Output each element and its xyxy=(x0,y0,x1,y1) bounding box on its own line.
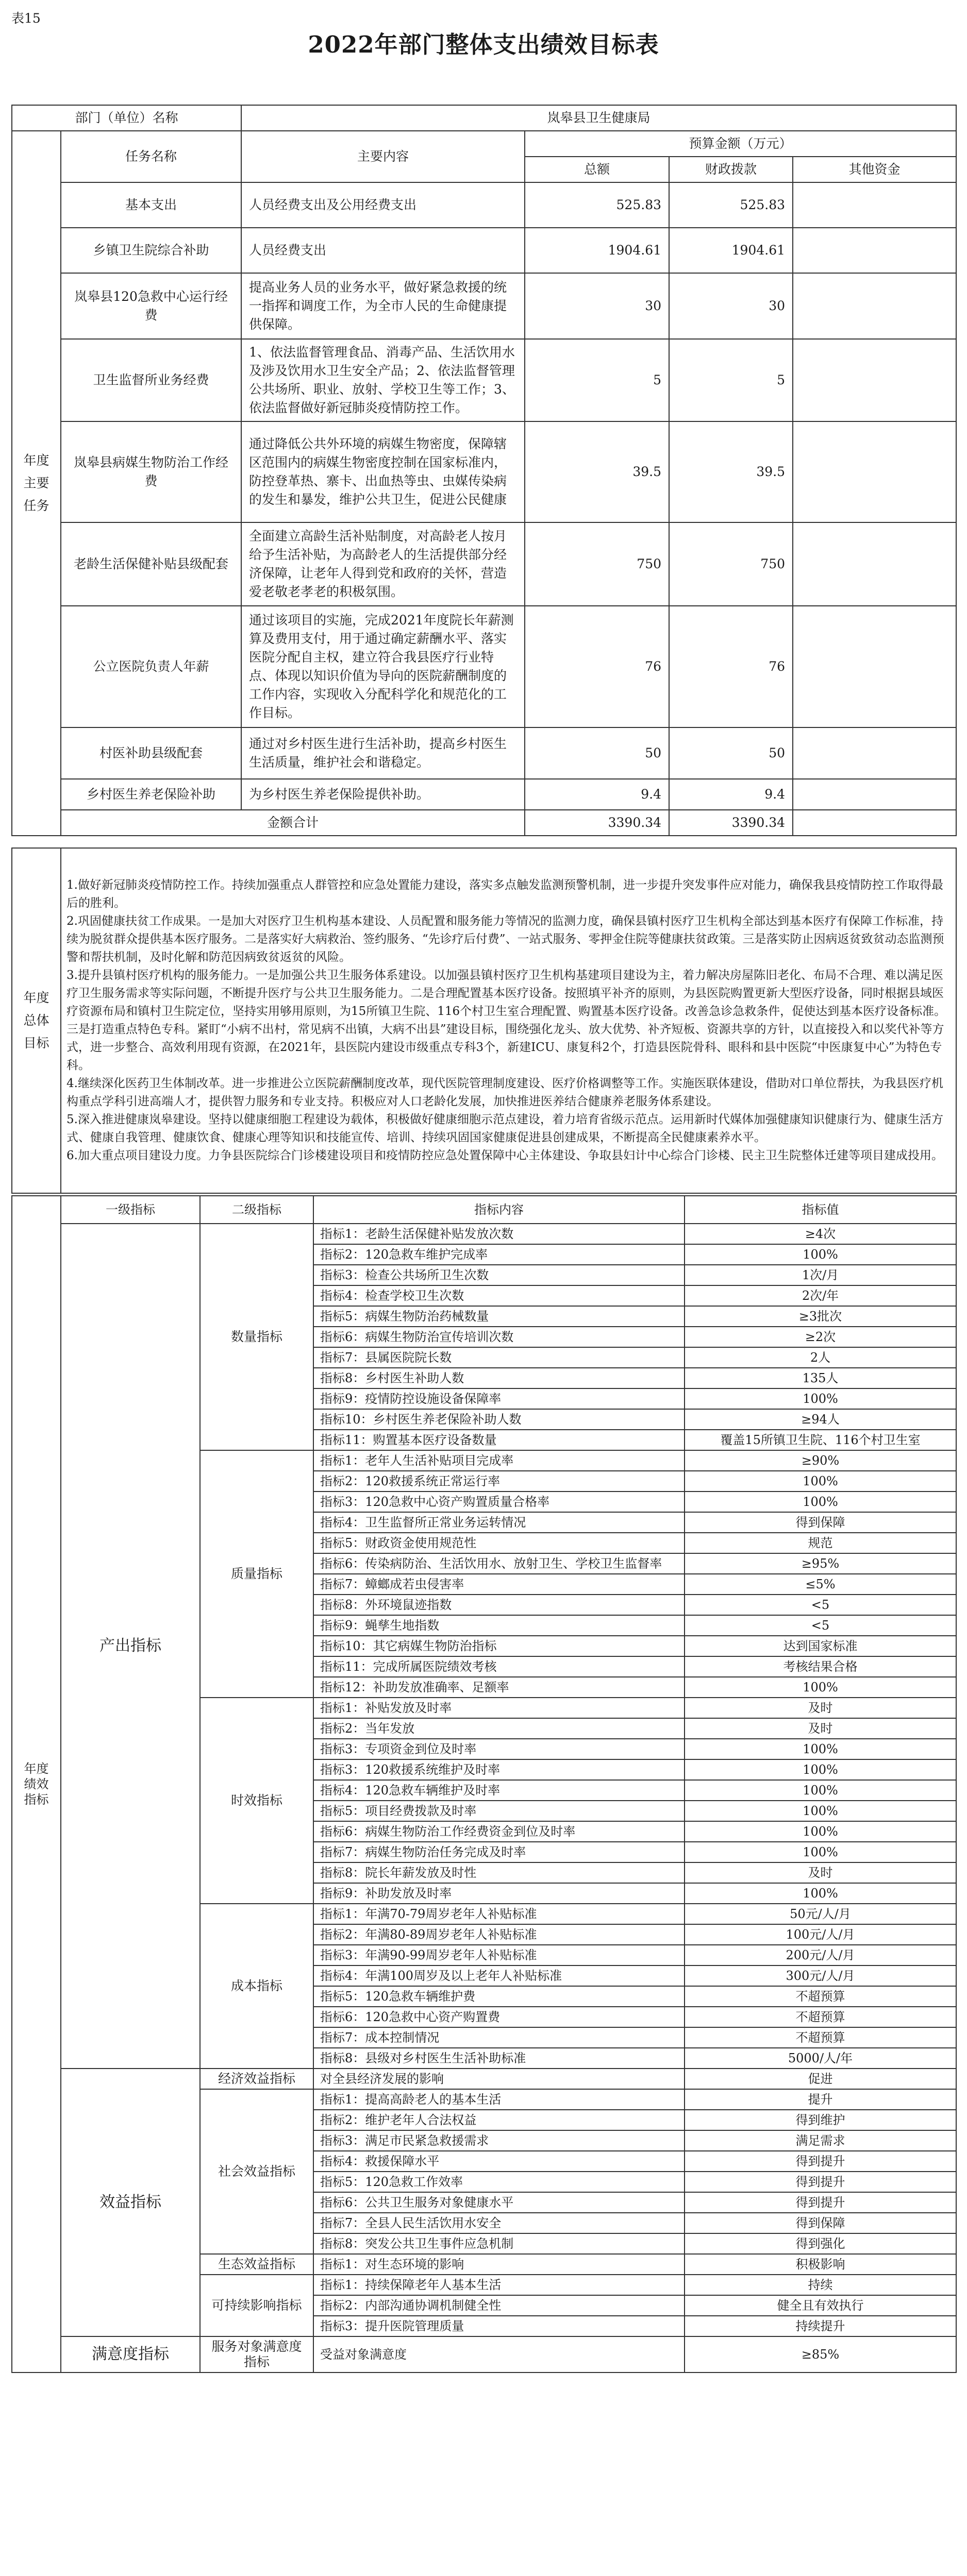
indicator-value: 100% xyxy=(685,1677,956,1698)
indicator-content: 指标8：院长年薪发放及时性 xyxy=(313,1862,685,1883)
indicator-value: 2人 xyxy=(685,1347,956,1368)
sum-fiscal: 3390.34 xyxy=(669,810,793,836)
task-total: 750 xyxy=(525,522,669,606)
task-row xyxy=(12,182,956,228)
task-total: 5 xyxy=(525,339,669,421)
performance-indicators-label: 年度绩效指标 xyxy=(12,1196,61,2372)
indicator-content: 指标8：外环境鼠迹指数 xyxy=(313,1595,685,1615)
task-content: 1、依法监督管理食品、消毒产品、生活饮用水及涉及饮用水卫生安全产品；2、依法监督管理公共场所、职业、放射、学校卫生等工作；3、依法监督做好新冠肺炎疫情防控工作。 xyxy=(241,339,525,421)
table-number: 表15 xyxy=(11,11,41,26)
indicator-value: ≥3批次 xyxy=(685,1306,956,1327)
indicator-value: 100% xyxy=(685,1492,956,1512)
indicator-value: 100% xyxy=(685,1842,956,1862)
indicator-value: 及时 xyxy=(685,1698,956,1718)
task-content: 通过该项目的实施，完成2021年度院长年薪测算及费用支付，用于通过确定薪酬水平、落实医院分配自主权，建立符合我县医疗行业特点、体现以知识价值为导向的医院薪酬制度的工作内容，实现收入分配科学化和规范化的工作目标。 xyxy=(241,606,525,727)
indicator-content: 指标4：120急救车辆维护及时率 xyxy=(313,1780,685,1801)
indicator-content: 指标2：内部沟通协调机制健全性 xyxy=(313,2295,685,2316)
task-fiscal: 525.83 xyxy=(669,182,793,228)
task-name: 卫生监督所业务经费 xyxy=(61,339,241,421)
indicator-content: 指标7：县属医院院长数 xyxy=(313,1347,685,1368)
indicator-value: 达到国家标准 xyxy=(685,1636,956,1656)
indicator-value: 100% xyxy=(685,1801,956,1821)
indicator-value: 规范 xyxy=(685,1533,956,1553)
level2-timeliness: 时效指标 xyxy=(200,1698,313,1904)
indicator-content: 指标1：补贴发放及时率 xyxy=(313,1698,685,1718)
task-name: 公立医院负责人年薪 xyxy=(61,606,241,727)
level2-cost: 成本指标 xyxy=(200,1904,313,2069)
indicator-value: ≥85% xyxy=(685,2336,956,2372)
indicator-value: 及时 xyxy=(685,1862,956,1883)
task-content: 通过对乡村医生进行生活补助，提高乡村医生生活质量，维护社会和谐稳定。 xyxy=(241,727,525,779)
level2-service: 服务对象满意度指标 xyxy=(200,2336,313,2372)
indicator-value: <5 xyxy=(685,1615,956,1636)
task-content: 提高业务人员的业务水平，做好紧急救援的统一指挥和调度工作，为全市人民的生命健康提供保障。 xyxy=(241,273,525,339)
indicator-content: 指标2：当年发放 xyxy=(313,1718,685,1739)
indicator-value: 300元/人/月 xyxy=(685,1965,956,1986)
indicator-value: 得到提升 xyxy=(685,2192,956,2213)
task-other xyxy=(793,228,956,273)
indicator-value: 100% xyxy=(685,1471,956,1492)
indicator-value: 得到强化 xyxy=(685,2233,956,2254)
task-fiscal: 39.5 xyxy=(669,421,793,522)
task-row xyxy=(12,421,956,522)
dept-label: 部门（单位）名称 xyxy=(12,105,241,131)
task-name: 岚皋县120急救中心运行经费 xyxy=(61,273,241,339)
indicator-value: 100% xyxy=(685,1883,956,1904)
task-other xyxy=(793,779,956,810)
task-other xyxy=(793,182,956,228)
indicator-content: 指标1：提高高龄老人的基本生活 xyxy=(313,2089,685,2110)
level2-quantity: 数量指标 xyxy=(200,1224,313,1450)
indicator-content: 指标9：蝇孳生地指数 xyxy=(313,1615,685,1636)
task-other xyxy=(793,606,956,727)
indicator-content: 指标4：救援保障水平 xyxy=(313,2151,685,2172)
indicator-value: 持续提升 xyxy=(685,2316,956,2336)
indicator-content: 指标7：全县人民生活饮用水安全 xyxy=(313,2213,685,2233)
indicator-content: 指标11：购置基本医疗设备数量 xyxy=(313,1430,685,1450)
indicator-content: 指标4：年满100周岁及以上老年人补贴标准 xyxy=(313,1965,685,1986)
task-total: 1904.61 xyxy=(525,228,669,273)
task-total: 30 xyxy=(525,273,669,339)
indicator-value: 覆盖15所镇卫生院、116个村卫生室 xyxy=(685,1430,956,1450)
task-row xyxy=(12,779,956,810)
annual-tasks-table xyxy=(11,105,957,836)
indicator-value: 100% xyxy=(685,1759,956,1780)
indicator-value: 2次/年 xyxy=(685,1285,956,1306)
task-total: 525.83 xyxy=(525,182,669,228)
indicator-value: 100% xyxy=(685,1244,956,1265)
indicator-value: ≥4次 xyxy=(685,1224,956,1244)
indicator-content: 指标2：维护老年人合法权益 xyxy=(313,2110,685,2130)
indicator-content: 指标12：补助发放准确率、足额率 xyxy=(313,1677,685,1698)
task-total: 9.4 xyxy=(525,779,669,810)
task-name-header: 任务名称 xyxy=(61,131,241,182)
indicator-value: ≥94人 xyxy=(685,1409,956,1430)
indicator-content: 指标3：提升医院管理质量 xyxy=(313,2316,685,2336)
indicator-content: 指标7：成本控制情况 xyxy=(313,2027,685,2048)
performance-indicators-table xyxy=(11,1195,957,2373)
indicator-value: 100% xyxy=(685,1780,956,1801)
indicator-content: 指标6：公共卫生服务对象健康水平 xyxy=(313,2192,685,2213)
level1-header: 一级指标 xyxy=(61,1196,200,1224)
indicator-content: 受益对象满意度 xyxy=(313,2336,685,2372)
task-fiscal: 1904.61 xyxy=(669,228,793,273)
indicator-content: 指标10：其它病媒生物防治指标 xyxy=(313,1636,685,1656)
task-row xyxy=(12,273,956,339)
indicator-content: 指标1：老年人生活补贴项目完成率 xyxy=(313,1450,685,1471)
indicator-content: 指标4：检查学校卫生次数 xyxy=(313,1285,685,1306)
indicator-content: 指标6：120急救中心资产购置费 xyxy=(313,2007,685,2027)
indicator-value: 健全且有效执行 xyxy=(685,2295,956,2316)
indicator-value: 得到维护 xyxy=(685,2110,956,2130)
indicator-value: 得到提升 xyxy=(685,2172,956,2192)
indicator-value: 得到保障 xyxy=(685,1512,956,1533)
budget-header: 预算金额（万元） xyxy=(525,131,956,157)
document-title: 2022年部门整体支出绩效目标表 xyxy=(308,31,659,58)
other-header: 其他资金 xyxy=(793,157,956,182)
task-row xyxy=(12,228,956,273)
indicator-value: 135人 xyxy=(685,1368,956,1388)
indicator-content: 对全县经济发展的影响 xyxy=(313,2069,685,2089)
task-row xyxy=(12,522,956,606)
indicator-content: 指标3：120救援系统维护及时率 xyxy=(313,1759,685,1780)
indicator-value: 100% xyxy=(685,1739,956,1759)
indicator-content: 指标8：乡村医生补助人数 xyxy=(313,1368,685,1388)
indicator-content: 指标6：病媒生物防治宣传培训次数 xyxy=(313,1327,685,1347)
indicator-content: 指标7：蟑螂成若虫侵害率 xyxy=(313,1574,685,1595)
total-header: 总额 xyxy=(525,157,669,182)
sum-row xyxy=(12,810,956,836)
task-other xyxy=(793,421,956,522)
level2-header: 二级指标 xyxy=(200,1196,313,1224)
task-fiscal: 750 xyxy=(669,522,793,606)
sum-label: 金额合计 xyxy=(61,810,525,836)
indicator-value: 得到提升 xyxy=(685,2151,956,2172)
indicator-value: 及时 xyxy=(685,1718,956,1739)
task-fiscal: 5 xyxy=(669,339,793,421)
task-name: 基本支出 xyxy=(61,182,241,228)
indicator-content: 指标7：病媒生物防治任务完成及时率 xyxy=(313,1842,685,1862)
indicator-content: 指标9：疫情防控设施设备保障率 xyxy=(313,1388,685,1409)
task-content: 人员经费支出及公用经费支出 xyxy=(241,182,525,228)
sum-total: 3390.34 xyxy=(525,810,669,836)
indicator-content: 指标5：病媒生物防治药械数量 xyxy=(313,1306,685,1327)
indicator-content: 指标3：120急救中心资产购置质量合格率 xyxy=(313,1492,685,1512)
indicator-value: <5 xyxy=(685,1595,956,1615)
task-content: 人员经费支出 xyxy=(241,228,525,273)
task-other xyxy=(793,522,956,606)
dept-name: 岚皋县卫生健康局 xyxy=(241,105,956,131)
indicator-content: 指标2：120急救车维护完成率 xyxy=(313,1244,685,1265)
task-fiscal: 50 xyxy=(669,727,793,779)
task-fiscal: 30 xyxy=(669,273,793,339)
indicator-content: 指标8：县级对乡村医生生活补助标准 xyxy=(313,2048,685,2069)
indicator-value: 50元/人/月 xyxy=(685,1904,956,1924)
task-other xyxy=(793,273,956,339)
level2-sustainable: 可持续影响指标 xyxy=(200,2275,313,2336)
indicator-content: 指标11：完成所属医院绩效考核 xyxy=(313,1656,685,1677)
level1-output: 产出指标 xyxy=(61,1224,200,2069)
task-fiscal: 9.4 xyxy=(669,779,793,810)
indicator-content: 指标1：对生态环境的影响 xyxy=(313,2254,685,2275)
indicator-content: 指标2：120救援系统正常运行率 xyxy=(313,1471,685,1492)
indicator-value: ≥90% xyxy=(685,1450,956,1471)
task-other xyxy=(793,727,956,779)
task-row xyxy=(12,606,956,727)
task-content: 通过降低公共外环境的病媒生物密度，保障辖区范围内的病媒生物密度控制在国家标准内，防控登革热、寨卡、出血热等虫、虫媒传染病的发生和暴发，维护公共卫生，促进公民健康 xyxy=(241,421,525,522)
level2-quality: 质量指标 xyxy=(200,1450,313,1698)
indicator-value: 1次/月 xyxy=(685,1265,956,1285)
indicator-content: 指标5：120急救车辆维护费 xyxy=(313,1986,685,2007)
indicator-content: 指标6：病媒生物防治工作经费资金到位及时率 xyxy=(313,1821,685,1842)
indicator-content: 指标9：补助发放及时率 xyxy=(313,1883,685,1904)
indicator-content: 指标10：乡村医生养老保险补助人数 xyxy=(313,1409,685,1430)
task-row xyxy=(12,339,956,421)
task-other xyxy=(793,339,956,421)
overall-goals-label: 年度总体目标 xyxy=(12,848,61,1193)
indicator-value: 持续 xyxy=(685,2275,956,2295)
indicator-value: 不超预算 xyxy=(685,2027,956,2048)
task-row xyxy=(12,727,956,779)
indicator-value: 考核结果合格 xyxy=(685,1656,956,1677)
indicator-value: 5000/人/年 xyxy=(685,2048,956,2069)
task-name: 乡镇卫生院综合补助 xyxy=(61,228,241,273)
content-header: 指标内容 xyxy=(313,1196,685,1224)
task-content: 全面建立高龄生活补贴制度，对高龄老人按月给予生活补贴，为高龄老人的生活提供部分经济保障，让老年人得到党和政府的关怀，营造爱老敬老孝老的积极氛围。 xyxy=(241,522,525,606)
indicator-value: 提升 xyxy=(685,2089,956,2110)
indicator-value: 满足需求 xyxy=(685,2130,956,2151)
indicator-value: 积极影响 xyxy=(685,2254,956,2275)
level2-ecological: 生态效益指标 xyxy=(200,2254,313,2275)
level1-effect: 效益指标 xyxy=(61,2069,200,2336)
task-content: 为乡村医生养老保险提供补助。 xyxy=(241,779,525,810)
task-name: 老龄生活保健补贴县级配套 xyxy=(61,522,241,606)
task-fiscal: 76 xyxy=(669,606,793,727)
indicator-value: ≥2次 xyxy=(685,1327,956,1347)
overall-goals-table xyxy=(11,848,957,1194)
indicator-row xyxy=(12,2336,956,2372)
indicator-row xyxy=(12,1224,956,1244)
task-total: 50 xyxy=(525,727,669,779)
indicator-content: 指标5：120急救工作效率 xyxy=(313,2172,685,2192)
sum-other xyxy=(793,810,956,836)
indicator-content: 指标6：传染病防治、生活饮用水、放射卫生、学校卫生监督率 xyxy=(313,1553,685,1574)
main-content-header: 主要内容 xyxy=(241,131,525,182)
indicator-value: 200元/人/月 xyxy=(685,1945,956,1965)
fiscal-header: 财政拨款 xyxy=(669,157,793,182)
task-name: 村医补助县级配套 xyxy=(61,727,241,779)
indicator-content: 指标1：持续保障老年人基本生活 xyxy=(313,2275,685,2295)
indicator-content: 指标8：突发公共卫生事件应急机制 xyxy=(313,2233,685,2254)
annual-tasks-label: 年度主要任务 xyxy=(12,131,61,836)
indicator-row xyxy=(12,2069,956,2089)
task-name: 岚皋县病媒生物防治工作经费 xyxy=(61,421,241,522)
indicator-value: 不超预算 xyxy=(685,1986,956,2007)
level1-satisfaction: 满意度指标 xyxy=(61,2336,200,2372)
indicator-content: 指标3：满足市民紧急救援需求 xyxy=(313,2130,685,2151)
value-header: 指标值 xyxy=(685,1196,956,1224)
indicator-value: 得到保障 xyxy=(685,2213,956,2233)
indicator-value: ≤5% xyxy=(685,1574,956,1595)
indicator-content: 指标3：专项资金到位及时率 xyxy=(313,1739,685,1759)
indicator-content: 指标1：年满70-79周岁老年人补贴标准 xyxy=(313,1904,685,1924)
indicator-value: 100% xyxy=(685,1388,956,1409)
indicator-content: 指标5：项目经费拨款及时率 xyxy=(313,1801,685,1821)
indicator-value: 100% xyxy=(685,1821,956,1842)
indicator-value: ≥95% xyxy=(685,1553,956,1574)
task-name: 乡村医生养老保险补助 xyxy=(61,779,241,810)
task-total: 76 xyxy=(525,606,669,727)
indicator-content: 指标1：老龄生活保健补贴发放次数 xyxy=(313,1224,685,1244)
overall-goals-paragraphs: 1.做好新冠肺炎疫情防控工作。持续加强重点人群管控和应急处置能力建设，落实多点触发监测预警机制，进一步提升突发事件应对能力，确保我县疫情防控工作取得最后的胜利。 2.巩固健康扶贫工作成果。一是加大对医疗卫生机构基本建设、人员配置和服务能力等情况的监测力度，确保县镇村医疗卫生机构全部达到基本医疗有保障工作标准，持续为脱贫群众提供基本医疗服务。二是落实好大病救治、签约服务、“先诊疗后付费”、一站式服务、零押金住院等健康扶贫政策。三是落实防止因病返贫致贫动态监测预警和帮扶机制，及时化解和防范因病致贫返贫的风险。 3.提升县镇村医疗机构的服务能力。一是加强公共卫生服务体系建设。以加强县镇村医疗卫生机构基建项目建设为主，着力解决房屋陈旧老化、布局不合理、难以满足医疗卫生服务需求等实际问题，不断提升医疗与公共卫生服务能力。二是合理配置基本医疗设备。按照填平补齐的原则，为县医院购置更新大型医疗设备，同时根据县域医疗资源布局和镇村卫生院定位，坚持实用够用原则，为15所镇卫生院、116个村卫生室合理配置、购置基本医疗设备。改善急诊急救条件，促使达到基本医疗设备标准。三是打造重点特色专科。紧盯“小病不出村，常见病不出镇，大病不出县”建设目标，围绕强化龙头、放大优势、补齐短板、资源共享的方针，以直接投入和以奖代补等方式，进一步整合、高效利用现有资源，在2021年，县医院内建设市级重点专科3个，新建ICU、康复科2个，打造县医院骨科、眼科和县中医院“中医康复中心”为特色专科。 4.继续深化医药卫生体制改革。进一步推进公立医院薪酬制度改革，现代医院管理制度建设、医疗价格调整等工作。实施医联体建设，借助对口单位帮扶，为我县医疗机构重点学科引进高端人才，提供智力服务和专业支持。积极应对人口老龄化发展，加快推进医养结合健康养老服务体系建设。 5.深入推进健康岚皋建设。坚持以健康细胞工程建设为载体，积极做好健康细胞示范点建设，着力培育省级示范点。运用新时代媒体加强健康知识健康行为、健康生活方式、健康自我管理、健康饮食、健康心理等知识和技能宣传、培训、持续巩固国家健康促进县创建成果，不断提高全民健康素养水平。 6.加大重点项目建设力度。力争县医院综合门诊楼建设项目和疫情防控应急处置保障中心主体建设、争取县妇计中心综合门诊楼、民主卫生院整体迁建等项目建成投用。 xyxy=(66,878,946,1162)
indicator-value: 不超预算 xyxy=(685,2007,956,2027)
indicator-content: 指标3：检查公共场所卫生次数 xyxy=(313,1265,685,1285)
indicator-value: 100元/人/月 xyxy=(685,1924,956,1945)
indicator-content: 指标3：年满90-99周岁老年人补贴标准 xyxy=(313,1945,685,1965)
overall-goals-text xyxy=(61,848,956,1193)
indicator-value: 促进 xyxy=(685,2069,956,2089)
level2-economic: 经济效益指标 xyxy=(200,2069,313,2089)
level2-social: 社会效益指标 xyxy=(200,2089,313,2254)
task-total: 39.5 xyxy=(525,421,669,522)
indicator-content: 指标2：年满80-89周岁老年人补贴标准 xyxy=(313,1924,685,1945)
indicator-content: 指标4：卫生监督所正常业务运转情况 xyxy=(313,1512,685,1533)
indicator-content: 指标5：财政资金使用规范性 xyxy=(313,1533,685,1553)
